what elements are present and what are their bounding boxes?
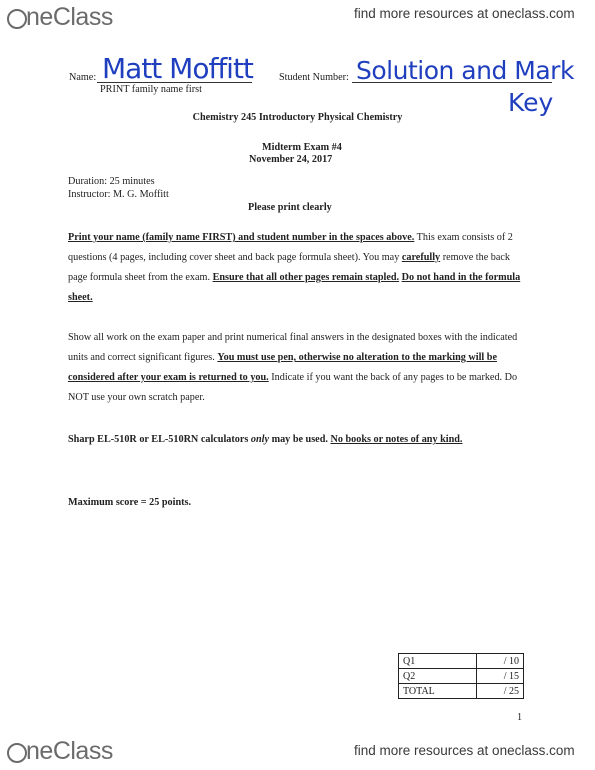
name-label: Name: bbox=[69, 72, 97, 83]
score-row-label: Q1 bbox=[399, 654, 477, 669]
oneclass-logo-bottom[interactable]: neClass bbox=[7, 737, 113, 766]
oneclass-o-icon bbox=[7, 743, 27, 763]
name-caption: PRINT family name first bbox=[100, 84, 202, 95]
score-row-label: Q2 bbox=[399, 669, 477, 684]
top-tagline-link[interactable]: find more resources at oneclass.com bbox=[354, 6, 575, 21]
score-row-value: / 15 bbox=[477, 669, 524, 684]
student-number-value-line2: Key bbox=[508, 88, 554, 117]
bottom-tagline-link[interactable]: find more resources at oneclass.com bbox=[354, 743, 575, 758]
duration: Duration: 25 minutes bbox=[68, 176, 155, 187]
instructions-paragraph-1: Print your name (family name FIRST) and student number in the spaces above. This exam consists of 2 questions (4 pages, including cover sheet and back page formula sheet). You may carefully remove the back page formula sheet from the exam. Ensure that all other pages remain stapled. Do not hand in the formula sheet. bbox=[68, 232, 521, 303]
oneclass-logo-top[interactable]: neClass bbox=[7, 3, 113, 32]
score-table bbox=[398, 653, 524, 699]
score-row bbox=[399, 684, 524, 699]
instructions-paragraph-2: Show all work on the exam paper and print numerical final answers in the designated boxes with the indicated units and correct significant figures. You must use pen, otherwise no alteration to the marking will be considered after your exam is returned to you. Indicate if you want the back of any pages to be marked. Do NOT use your own scratch paper. bbox=[68, 332, 518, 403]
instructor: Instructor: M. G. Moffitt bbox=[68, 189, 169, 200]
oneclass-o-icon bbox=[7, 9, 27, 29]
exam-date: November 24, 2017 bbox=[249, 154, 333, 165]
exam-title: Midterm Exam #4 bbox=[262, 142, 342, 153]
page-number: 1 bbox=[517, 712, 523, 723]
score-row bbox=[399, 669, 524, 684]
score-row-value: / 10 bbox=[477, 654, 524, 669]
maximum-score: Maximum score = 25 points. bbox=[68, 497, 192, 508]
score-row bbox=[399, 654, 524, 669]
score-row-value: / 25 bbox=[477, 684, 524, 699]
score-row-label: TOTAL bbox=[399, 684, 477, 699]
student-number-label: Student Number: bbox=[279, 72, 349, 83]
calculator-policy: Sharp EL-510R or EL-510RN calculators only may be used. No books or notes of any kind. bbox=[68, 434, 463, 445]
student-number-value[interactable]: Solution and Mark bbox=[356, 56, 574, 85]
name-value[interactable]: Matt Moffitt bbox=[102, 52, 253, 85]
course-title: Chemistry 245 Introductory Physical Chemistry bbox=[192, 112, 403, 123]
print-clearly: Please print clearly bbox=[248, 202, 332, 213]
